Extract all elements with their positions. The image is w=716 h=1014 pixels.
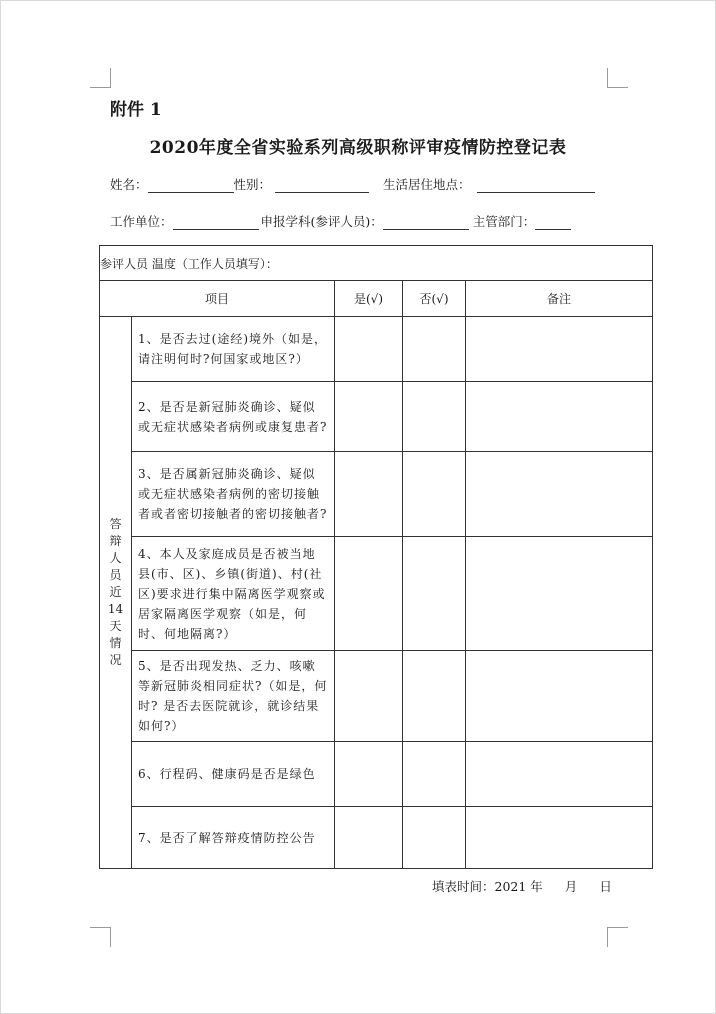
residence-label: 生活居住地点： — [383, 177, 471, 192]
side-label-char: 况 — [109, 653, 122, 667]
dept-label: 主管部门： — [472, 214, 536, 229]
yes-cell[interactable] — [335, 382, 403, 452]
side-label-char: 答 — [109, 517, 122, 531]
side-label-char: 员 — [109, 568, 122, 582]
temperature-row — [100, 246, 653, 281]
residence-field[interactable] — [477, 179, 595, 193]
no-cell[interactable] — [403, 382, 466, 452]
item-text: 1、是否去过(途经)境外（如是，请注明何时?何国家或地区?） — [132, 317, 335, 382]
yes-cell[interactable] — [335, 452, 403, 537]
yes-cell[interactable] — [335, 317, 403, 382]
table-row — [100, 807, 653, 869]
side-label-char: 近 — [109, 585, 122, 599]
item-text: 3、是否属新冠肺炎确诊、疑似或无症状感染者病例的密切接触者或者密切接触者的密切接触者? — [132, 452, 335, 537]
crop-mark-top-right-h — [608, 87, 628, 88]
name-field[interactable] — [148, 179, 234, 193]
temperature-cell[interactable]: 参评人员 温度（工作人员填写）： — [100, 246, 653, 281]
crop-mark-top-left-h — [90, 87, 110, 88]
side-label-char: 人 — [109, 551, 122, 565]
name-label: 姓名： — [110, 177, 148, 192]
no-cell[interactable] — [403, 452, 466, 537]
header-yes: 是(√) — [335, 281, 403, 317]
fill-date — [432, 877, 612, 895]
no-cell[interactable] — [403, 742, 466, 807]
remark-cell[interactable] — [466, 651, 653, 742]
table-row — [100, 382, 653, 452]
side-label-char: 情 — [109, 636, 122, 650]
personal-info-line — [110, 175, 595, 193]
table-row — [100, 317, 653, 382]
fill-date-label: 填表时间：2021 年 — [432, 879, 543, 894]
yes-cell[interactable] — [335, 807, 403, 869]
yes-cell[interactable] — [335, 537, 403, 651]
side-label-char: 辩 — [109, 534, 122, 548]
subject-label: 申报学科(参评人员)： — [260, 214, 383, 229]
remark-cell[interactable] — [466, 452, 653, 537]
table-row — [100, 452, 653, 537]
crop-mark-bottom-left-h — [90, 927, 110, 928]
remark-cell[interactable] — [466, 382, 653, 452]
fill-date-day: 日 — [599, 879, 612, 894]
no-cell[interactable] — [403, 537, 466, 651]
table-row — [100, 537, 653, 651]
crop-mark-bottom-right-h — [608, 927, 628, 928]
gender-label: 性别： — [233, 177, 272, 192]
crop-mark-bottom-right-v — [607, 927, 608, 947]
form-title: 2020年度全省实验系列高级职称评审疫情防控登记表 — [149, 138, 567, 158]
table-row — [100, 742, 653, 807]
gender-field[interactable] — [275, 179, 369, 193]
item-text: 6、行程码、健康码是否是绿色 — [132, 742, 335, 807]
registration-table — [99, 245, 653, 869]
yes-cell[interactable] — [335, 742, 403, 807]
header-row — [100, 281, 653, 317]
item-text: 4、本人及家庭成员是否被当地县(市、区)、乡镇(街道)、村(社区)要求进行集中隔离医学观察或居家隔离医学观察（如是，何时、何地隔离?） — [132, 537, 335, 651]
remark-cell[interactable] — [466, 317, 653, 382]
work-unit-label: 工作单位： — [110, 214, 173, 229]
no-cell[interactable] — [403, 317, 466, 382]
side-label-cell — [100, 317, 132, 869]
item-text: 5、是否出现发热、乏力、咳嗽等新冠肺炎相同症状?（如是，何时? 是否去医院就诊，就诊结果如何?） — [132, 651, 335, 742]
crop-mark-top-right-v — [607, 68, 608, 88]
header-remark: 备注 — [466, 281, 653, 317]
crop-mark-top-left-v — [110, 68, 111, 88]
remark-cell[interactable] — [466, 742, 653, 807]
dept-field[interactable] — [535, 216, 571, 230]
no-cell[interactable] — [403, 807, 466, 869]
work-unit-field[interactable] — [173, 216, 259, 230]
remark-cell[interactable] — [466, 807, 653, 869]
no-cell[interactable] — [403, 651, 466, 742]
crop-mark-bottom-left-v — [110, 927, 111, 947]
remark-cell[interactable] — [466, 537, 653, 651]
work-info-line — [110, 212, 571, 230]
subject-field[interactable] — [383, 216, 469, 230]
header-no: 否(√) — [403, 281, 466, 317]
side-label-char: 14 — [107, 602, 124, 616]
table-row — [100, 651, 653, 742]
fill-date-month: 月 — [564, 879, 578, 894]
item-text: 2、是否是新冠肺炎确诊、疑似或无症状感染者病例或康复患者? — [132, 382, 335, 452]
yes-cell[interactable] — [335, 651, 403, 742]
header-item: 项目 — [100, 281, 335, 317]
attachment-label: 附件 1 — [110, 100, 162, 120]
side-label-char: 天 — [109, 619, 122, 633]
item-text: 7、是否了解答辩疫情防控公告 — [132, 807, 335, 869]
